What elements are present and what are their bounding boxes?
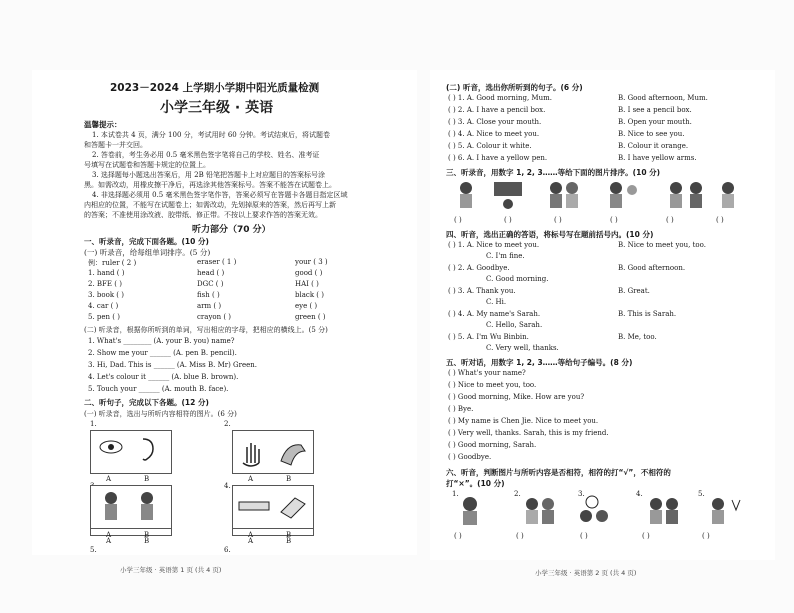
judge-blank[interactable]: ( ): [580, 532, 588, 540]
section5-heading: 五、听对话，用数字 1, 2, 3……等给句子编号。(8 分): [446, 358, 633, 367]
judging-pictures-icon: [456, 494, 766, 530]
dialog-line: ( ) My name is Chen Jie. Nice to meet you.: [448, 417, 599, 425]
picture-panel-6: [232, 485, 314, 529]
answer-b: B. Great.: [618, 287, 650, 295]
word-item: eraser ( 1 ): [197, 258, 237, 266]
right-page: [430, 70, 775, 560]
answer-a: ( ) 5. A. I'm Wu Binbin.: [448, 333, 529, 341]
section6-heading: 六、听音，判断图片与所听内容是否相符，相符的打“√”，不相符的: [446, 468, 671, 477]
word-item: 1. hand ( ): [88, 269, 125, 277]
section4-heading: 四、听音，选出正确的答语，将标号写在题前括号内。(10 分): [446, 230, 654, 239]
option-a: A: [106, 537, 112, 545]
hand-arm-icon: [233, 431, 313, 473]
fill-item: 1. What's ________ (A. your B. you) name?: [88, 337, 235, 345]
answer-c: C. Good morning.: [486, 275, 549, 283]
question-number: 1.: [452, 490, 459, 498]
notice-line: 黑。如需改动，用橡皮擦干净后，再选涂其他答案标号。答案不能答在试题卷上。: [84, 181, 336, 189]
notice-line: 的答案；不准使用涂改液、胶带纸、修正带。不按以上要求作答的答案无效。: [84, 211, 322, 219]
option-a: A: [248, 531, 254, 539]
sentence-b: B. I see a pencil box.: [618, 106, 692, 114]
answer-a: ( ) 4. A. My name's Sarah.: [448, 310, 541, 318]
section1-sub1: (一) 听录音，给每组单词排序。(5 分): [84, 248, 211, 257]
section2-sub1: (一) 听录音，选出与所听内容相符的图片。(6 分): [84, 410, 237, 418]
option-b: B: [286, 531, 292, 539]
dialog-line: ( ) Goodbye.: [448, 453, 492, 461]
ruler-eraser-icon: [233, 486, 313, 528]
question-number: 5.: [90, 546, 97, 554]
fill-item: 3. Hi, Dad. This is ______ (A. Miss B. Mr) Green.: [88, 361, 258, 369]
option-b: B: [286, 537, 292, 545]
judge-blank[interactable]: ( ): [454, 532, 462, 540]
notice-line: 和答题卡一并交回。: [84, 141, 147, 149]
word-item: crayon ( ): [197, 313, 232, 321]
question-number: 4.: [636, 490, 643, 498]
option-b: B: [286, 475, 292, 483]
answer-b: B. Me, too.: [618, 333, 657, 341]
exam-title: 2023－2024 上学期小学期中阳光质量检测: [110, 82, 320, 94]
section3-heading: 三、听录音，用数字 1, 2, 3……等给下面的图片排序。(10 分): [446, 168, 661, 177]
word-item: your ( 3 ): [295, 258, 328, 266]
question-number: 1.: [90, 420, 97, 428]
answer-b: B. Nice to meet you, too.: [618, 241, 706, 249]
dialog-line: ( ) What's your name?: [448, 369, 526, 377]
option-b: B: [144, 475, 150, 483]
sentence-b: B. Open your mouth.: [618, 118, 692, 126]
answer-c: C. Very well, thanks.: [486, 344, 559, 352]
order-blank[interactable]: ( ): [610, 216, 618, 224]
left-page: [32, 70, 417, 555]
answer-c: C. I'm fine.: [486, 252, 525, 260]
notice-line: 1. 本试卷共 4 页，满分 100 分，考试用时 60 分钟。考试结束后，将试题卷: [92, 131, 330, 139]
word-item: black ( ): [295, 291, 324, 299]
question-number: 6.: [224, 546, 231, 554]
order-blank[interactable]: ( ): [554, 216, 562, 224]
section1-heading: 一、听录音，完成下面各题。(10 分): [84, 237, 209, 246]
question-number: 2.: [514, 490, 521, 498]
word-item: HAI ( ): [295, 280, 319, 288]
judge-blank[interactable]: ( ): [516, 532, 524, 540]
word-item: 5. pen ( ): [88, 313, 120, 321]
section2-heading: 二、听句子，完成以下各题。(12 分): [84, 398, 209, 407]
answer-a: ( ) 2. A. Goodbye.: [448, 264, 510, 272]
answer-a: ( ) 3. A. Thank you.: [448, 287, 516, 295]
judge-blank[interactable]: ( ): [642, 532, 650, 540]
option-a: A: [248, 537, 254, 545]
notice-line: 号填写在试题卷和答题卡规定的位置上。: [84, 161, 210, 169]
question-number: 2.: [224, 420, 231, 428]
word-item: 例：ruler ( 2 ): [88, 259, 137, 267]
question-number: 3.: [578, 490, 585, 498]
word-item: green ( ): [295, 313, 326, 321]
sentence-b: B. Colour it orange.: [618, 142, 689, 150]
ordering-pictures-icon: [446, 178, 746, 216]
answer-c: C. Hello, Sarah.: [486, 321, 543, 329]
dialog-line: ( ) Good morning, Mike. How are you?: [448, 393, 585, 401]
eye-ear-icon: [91, 431, 171, 473]
sentence-a: ( ) 5. A. Colour it white.: [448, 142, 532, 150]
listening-heading: 听力部分（70 分）: [192, 225, 271, 235]
fill-item: 4. Let's colour it ______ (A. blue B. brown).: [88, 373, 239, 381]
section2-sub2: (二) 听音，选出你所听到的句子。(6 分): [446, 83, 583, 92]
word-item: 3. book ( ): [88, 291, 124, 299]
notice-line: 内相应的位置，不能写在试题卷上；如需改动，先划掉原来的答案，然后再写上新: [84, 201, 336, 209]
word-item: good ( ): [295, 269, 323, 277]
answer-b: B. Good afternoon.: [618, 264, 686, 272]
sentence-b: B. Good afternoon, Mum.: [618, 94, 708, 102]
option-a: A: [248, 475, 254, 483]
children-icon: [91, 486, 171, 528]
notice-line: 2. 答卷前，考生务必用 0.5 毫米黑色签字笔将自己的学校、姓名、准考证: [92, 151, 320, 159]
section1-sub2: (二) 听录音，根据你所听到的单词，写出相应的字母，把相应的横线上。(5 分): [84, 326, 328, 334]
word-item: head ( ): [197, 269, 225, 277]
sentence-a: ( ) 6. A. I have a yellow pen.: [448, 154, 548, 162]
option-b: B: [144, 531, 150, 539]
word-item: arm ( ): [197, 302, 222, 310]
order-blank[interactable]: ( ): [454, 216, 462, 224]
option-b: B: [144, 537, 150, 545]
order-blank[interactable]: ( ): [716, 216, 724, 224]
word-item: 4. car ( ): [88, 302, 119, 310]
sentence-a: ( ) 2. A. I have a pencil box.: [448, 106, 546, 114]
picture-panel: [232, 430, 314, 474]
dialog-line: ( ) Bye.: [448, 405, 474, 413]
question-number: 4.: [224, 482, 231, 490]
sentence-b: B. I have yellow arms.: [618, 154, 697, 162]
option-a: A: [106, 475, 112, 483]
sentence-a: ( ) 3. A. Close your mouth.: [448, 118, 542, 126]
exam-subtitle: 小学三年级 · 英语: [160, 100, 274, 116]
order-blank[interactable]: ( ): [666, 216, 674, 224]
sentence-b: B. Nice to see you.: [618, 130, 685, 138]
dialog-line: ( ) Nice to meet you, too.: [448, 381, 537, 389]
answer-c: C. Hi.: [486, 298, 507, 306]
notice-head: 温馨提示：: [84, 120, 122, 129]
judge-blank[interactable]: ( ): [702, 532, 710, 540]
answer-a: ( ) 1. A. Nice to meet you.: [448, 241, 540, 249]
word-item: fish ( ): [197, 291, 220, 299]
word-item: 2. BFE ( ): [88, 280, 122, 288]
sentence-a: ( ) 4. A. Nice to meet you.: [448, 130, 540, 138]
fill-item: 2. Show me your ______ (A. pen B. pencil).: [88, 349, 237, 357]
order-blank[interactable]: ( ): [504, 216, 512, 224]
fill-item: 5. Touch your ______ (A. mouth B. face).: [88, 385, 229, 393]
left-footer: 小学三年级 · 英语第 1 页 (共 4 页): [120, 566, 222, 574]
picture-panel-5: [90, 485, 172, 529]
dialog-line: ( ) Good morning, Sarah.: [448, 441, 537, 449]
sentence-a: ( ) 1. A. Good morning, Mum.: [448, 94, 552, 102]
notice-line: 4. 非选择题必须用 0.5 毫米黑色签字笔作答，答案必须写在答题卡各题目指定区域: [92, 191, 348, 199]
notice-line: 3. 选择题每小题选出答案后，用 2B 铅笔把答题卡上对应题目的答案标号涂: [92, 171, 325, 179]
question-number: 5.: [698, 490, 705, 498]
picture-panel: [90, 430, 172, 474]
answer-b: B. This is Sarah.: [618, 310, 677, 318]
dialog-line: ( ) Very well, thanks. Sarah, this is my friend.: [448, 429, 609, 437]
option-a: A: [106, 531, 112, 539]
section6-heading-2: 打“×”。(10 分): [446, 479, 505, 488]
word-item: DGC ( ): [197, 280, 224, 288]
right-footer: 小学三年级 · 英语第 2 页 (共 4 页): [535, 569, 637, 577]
word-item: eye ( ): [295, 302, 318, 310]
